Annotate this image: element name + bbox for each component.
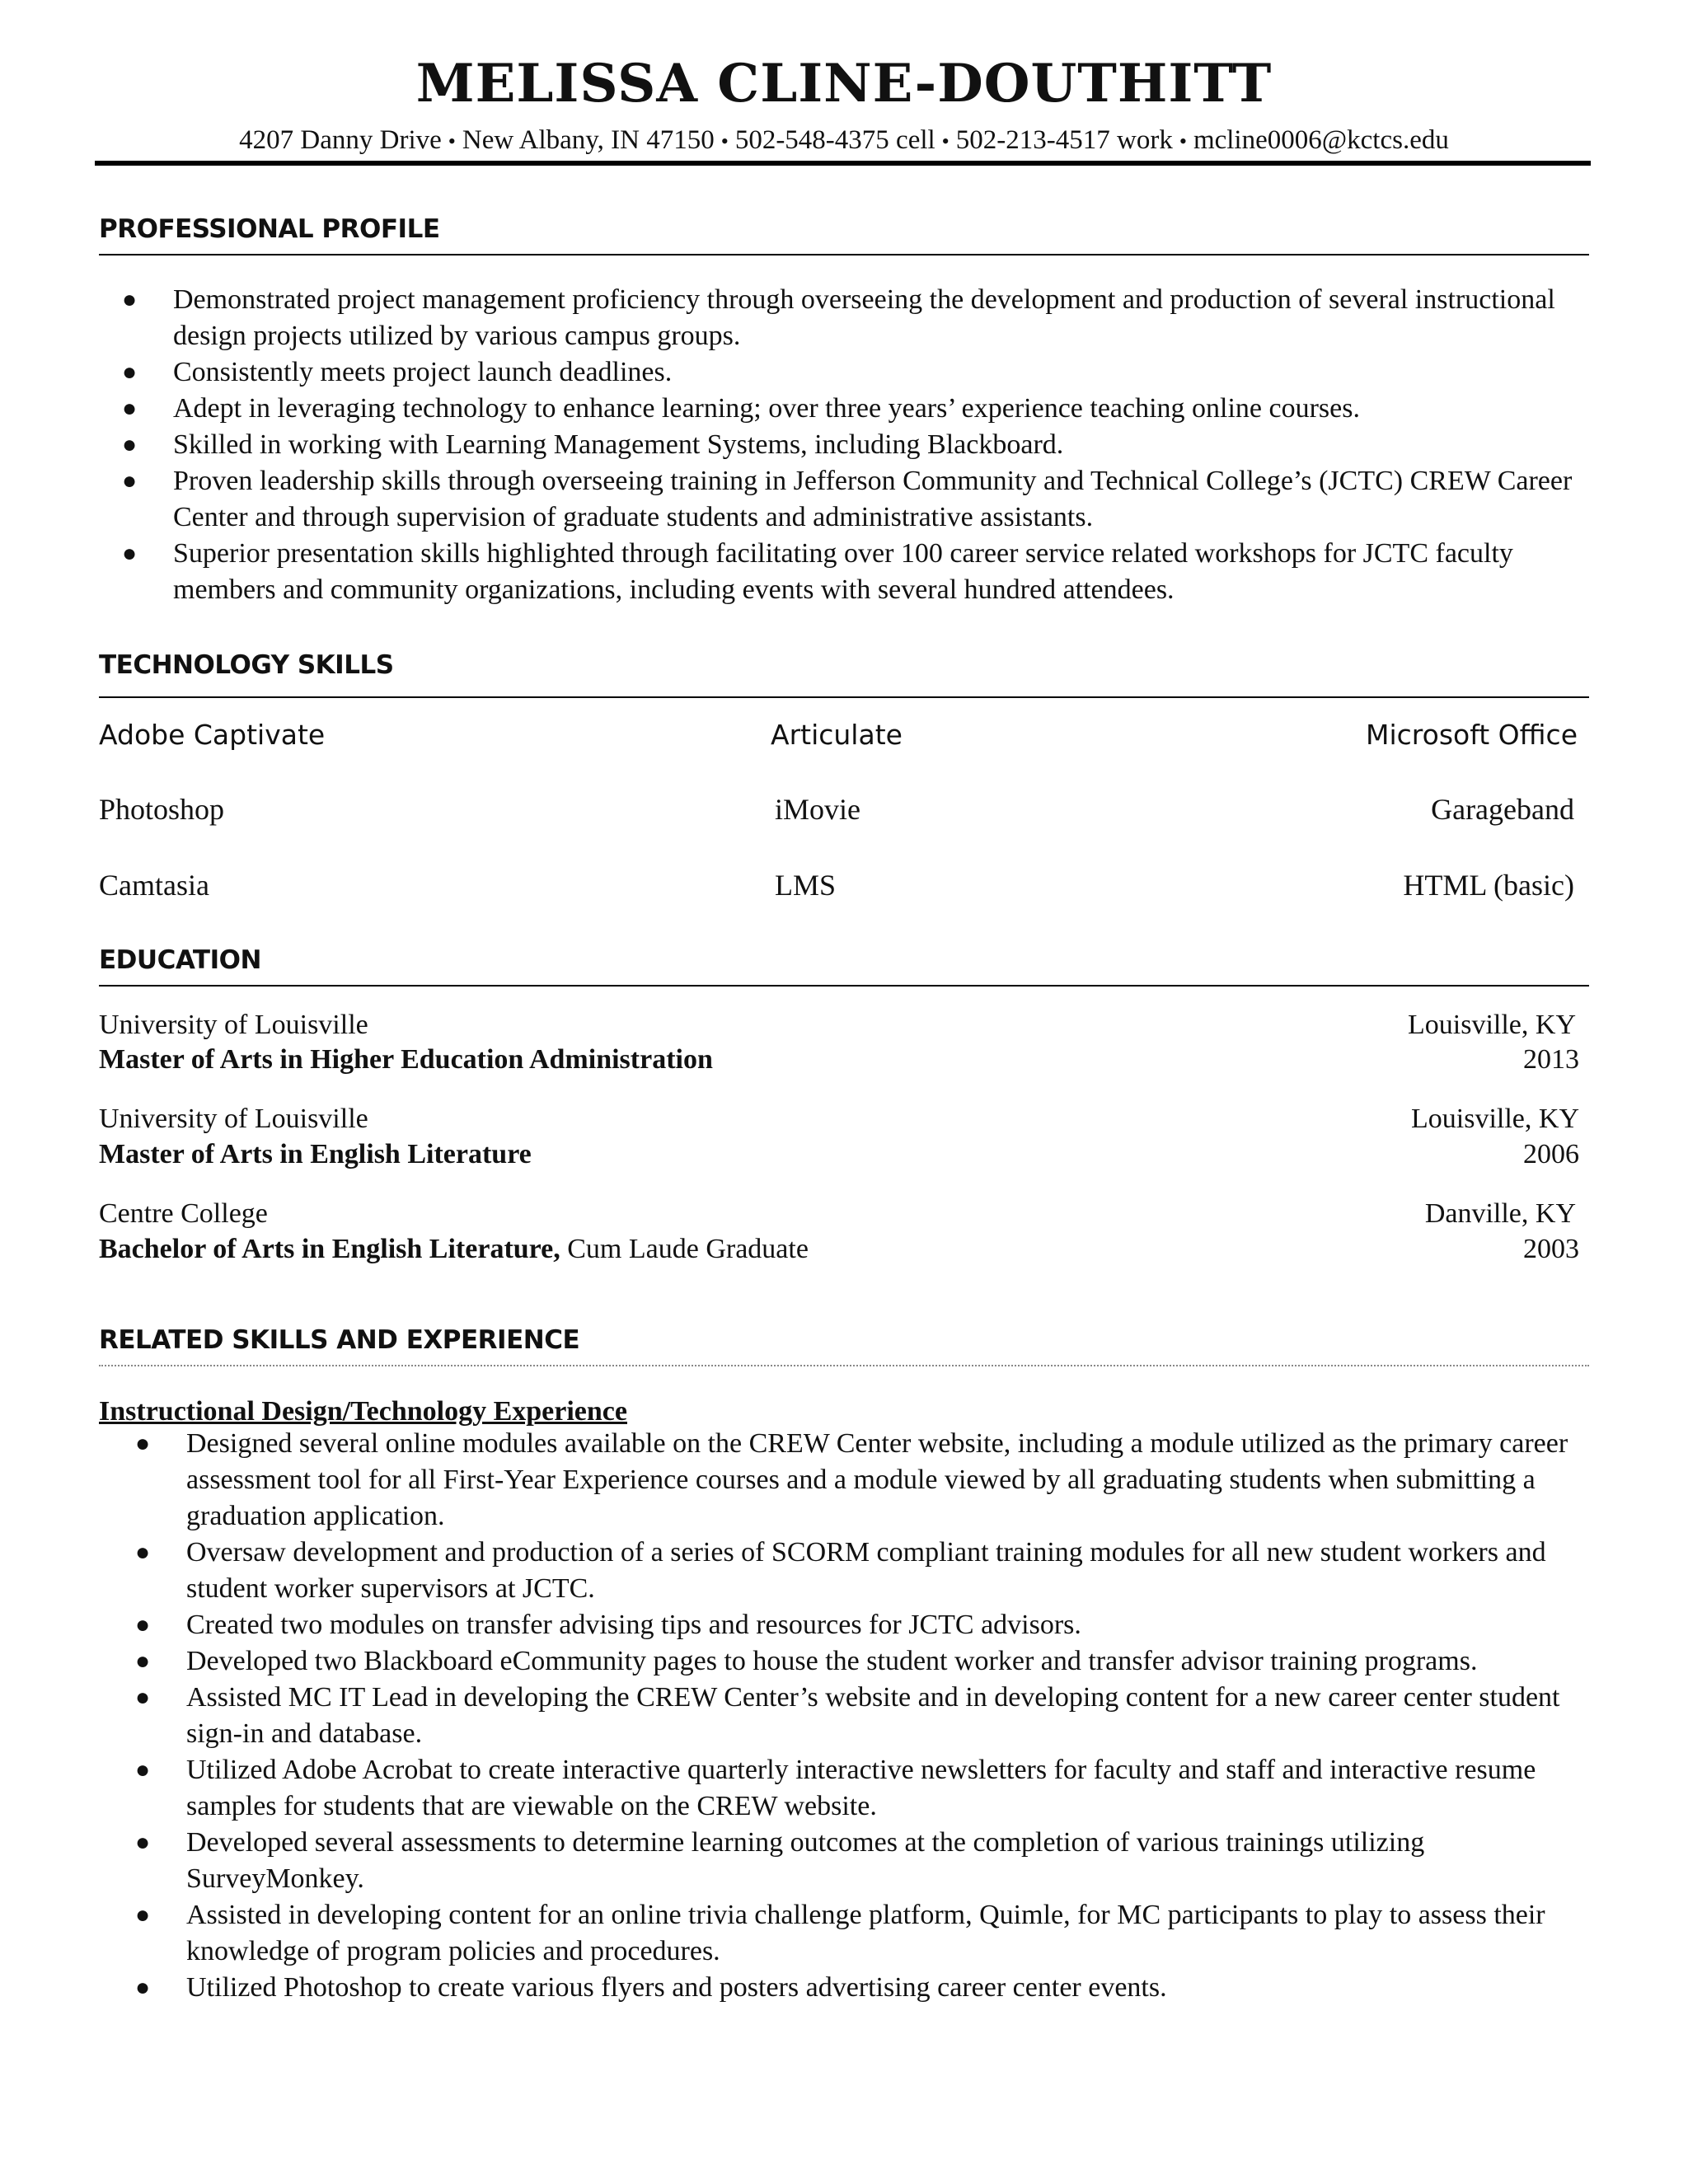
- list-item: ● Developed several assessments to determine learning outcomes at the completion of various trainings utilizing SurveyMonkey.: [186, 1825, 1596, 1897]
- bullet-icon: ●: [135, 1430, 151, 1457]
- experience-divider: [99, 1365, 1589, 1366]
- list-item: ● Consistently meets project launch deadlines.: [173, 354, 1574, 391]
- school-name: University of Louisville: [99, 1104, 368, 1134]
- tech-skill: Photoshop: [99, 793, 225, 826]
- experience-heading: RELATED SKILLS AND EXPERIENCE: [99, 1325, 580, 1355]
- bullet-icon: ●: [122, 359, 138, 386]
- degree-year: 2006: [1523, 1139, 1579, 1169]
- bullet-icon: ●: [135, 1901, 151, 1929]
- school-location: Danville, KY: [1424, 1198, 1576, 1229]
- list-item: ● Assisted in developing content for an online trivia challenge platform, Quimle, for MC participants to play to assess their knowledge of program policies and procedures.: [186, 1897, 1596, 1970]
- degree: Bachelor of Arts in English Literature,: [99, 1234, 560, 1264]
- list-item: ● Proven leadership skills through overseeing training in Jefferson Community and Technical College’s (JCTC) CREW Career Center and through supervision of graduate students and administrative assistants.: [173, 463, 1574, 536]
- contact-address: 4207 Danny Drive: [239, 125, 442, 155]
- tech-skill: HTML (basic): [1403, 869, 1574, 902]
- degree: Master of Arts in Higher Education Administration: [99, 1044, 713, 1075]
- contact-work-phone: 502-213-4517 work: [955, 125, 1173, 155]
- education-divider: [99, 985, 1589, 987]
- tech-heading: TECHNOLOGY SKILLS: [99, 650, 394, 680]
- school-name: Centre College: [99, 1198, 268, 1229]
- bullet-icon: ●: [135, 1829, 151, 1856]
- profile-heading: PROFESSIONAL PROFILE: [99, 214, 440, 244]
- contact-cell-phone: 502-548-4375 cell: [734, 125, 935, 155]
- bullet-icon: ●: [122, 286, 138, 313]
- bullet-icon: ●: [135, 1647, 151, 1675]
- degree: Master of Arts in English Literature: [99, 1139, 532, 1169]
- school-location: Louisville, KY: [1411, 1104, 1579, 1134]
- bullet-icon: ●: [135, 1756, 151, 1783]
- tech-skill: Camtasia: [99, 869, 209, 902]
- tech-skill: Garageband: [1431, 793, 1574, 826]
- tech-skill: LMS: [775, 869, 837, 902]
- tech-skill: iMovie: [775, 793, 860, 826]
- degree-honor: Cum Laude Graduate: [560, 1234, 809, 1264]
- bullet-icon: ●: [135, 1611, 151, 1638]
- contact-line: [0, 124, 1688, 158]
- contact-city: New Albany, IN 47150: [462, 125, 715, 155]
- profile-list: [122, 282, 1574, 608]
- bullet-icon: ●: [135, 1974, 151, 2001]
- list-item: ● Oversaw development and production of a series of SCORM compliant training modules for all new student workers and student worker supervisors at JCTC.: [186, 1535, 1596, 1607]
- list-item: ● Designed several online modules available on the CREW Center website, including a module utilized as the primary career assessment tool for all First-Year Experience courses and a module viewed by all graduating students when submitting a graduation application.: [186, 1426, 1596, 1535]
- list-item: ● Superior presentation skills highlighted through facilitating over 100 career service related workshops for JCTC faculty members and community organizations, including events with several hundred attendees.: [173, 536, 1574, 608]
- degree-line: [99, 1232, 809, 1267]
- degree-year: 2013: [1523, 1044, 1579, 1075]
- contact-email: mcline0006@kctcs.edu: [1193, 125, 1449, 155]
- list-item: ● Assisted MC IT Lead in developing the CREW Center’s website and in developing content for a new career center student sign-in and database.: [186, 1680, 1596, 1752]
- bullet-icon: ●: [122, 431, 138, 458]
- bullet-icon: ●: [135, 1539, 151, 1566]
- tech-skill: Microsoft Office: [1366, 719, 1578, 751]
- separator-dot: •: [448, 129, 456, 153]
- degree-year: 2003: [1523, 1234, 1579, 1264]
- list-item: ● Skilled in working with Learning Management Systems, including Blackboard.: [173, 427, 1574, 463]
- experience-list: [135, 1426, 1596, 2006]
- profile-divider: [99, 254, 1589, 255]
- list-item: ● Created two modules on transfer advising tips and resources for JCTC advisors.: [186, 1607, 1596, 1643]
- separator-dot: •: [941, 129, 950, 153]
- list-item: ● Adept in leveraging technology to enhance learning; over three years’ experience teaching online courses.: [173, 391, 1574, 427]
- tech-skill: Articulate: [771, 719, 903, 751]
- experience-subheading: Instructional Design/Technology Experience: [99, 1396, 627, 1427]
- list-item: ● Developed two Blackboard eCommunity pages to house the student worker and transfer advisor training programs.: [186, 1643, 1596, 1680]
- education-heading: EDUCATION: [99, 945, 261, 975]
- bullet-icon: ●: [122, 395, 138, 422]
- header-divider: [95, 161, 1591, 166]
- bullet-icon: ●: [135, 1684, 151, 1711]
- tech-skill: Adobe Captivate: [99, 719, 326, 751]
- candidate-name: MELISSA CLINE-DOUTHITT: [415, 53, 1273, 115]
- separator-dot: •: [1179, 129, 1187, 153]
- bullet-icon: ●: [122, 540, 138, 567]
- list-item: ● Utilized Photoshop to create various flyers and posters advertising career center events.: [186, 1970, 1596, 2006]
- separator-dot: •: [720, 129, 729, 153]
- tech-divider: [99, 696, 1589, 698]
- school-name: University of Louisville: [99, 1010, 368, 1040]
- bullet-icon: ●: [122, 467, 138, 494]
- list-item: ● Utilized Adobe Acrobat to create interactive quarterly interactive newsletters for faculty and staff and interactive resume samples for students that are viewable on the CREW website.: [186, 1752, 1596, 1825]
- list-item: ● Demonstrated project management proficiency through overseeing the development and production of several instructional design projects utilized by various campus groups.: [173, 282, 1574, 354]
- school-location: Louisville, KY: [1408, 1010, 1576, 1040]
